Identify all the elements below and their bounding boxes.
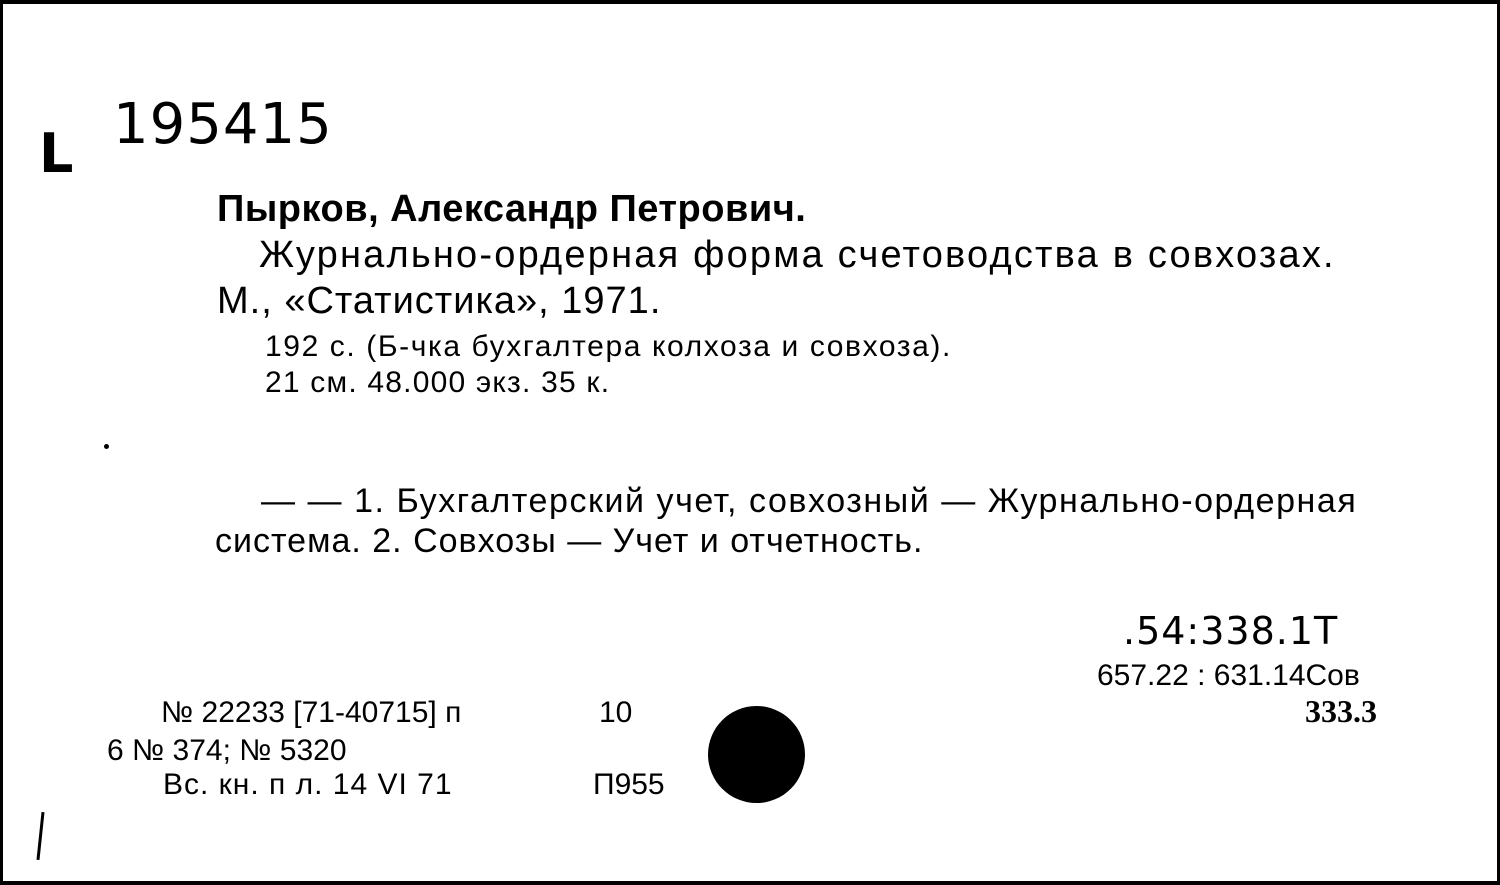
- print-info-line-3-code: П955: [593, 768, 665, 801]
- print-info-line-1: № 22233 [71-40715] п: [161, 696, 462, 729]
- collation-line-2: 21 см. 48.000 экз. 35 к.: [265, 366, 611, 399]
- subjects-line-1: — — 1. Бухгалтерский учет, совхозный — Журнально-ордерная: [261, 482, 1358, 520]
- print-info-line-2: 6 № 374; № 5320: [107, 734, 347, 767]
- edge-mark: [36, 812, 44, 860]
- speck-mark: [104, 444, 109, 449]
- classification-bbk: 333.3: [1305, 693, 1377, 729]
- handwritten-mark: L: [39, 122, 74, 185]
- author-heading: Пырков, Александр Петрович.: [217, 188, 807, 230]
- print-info-line-1-number: 10: [599, 696, 633, 729]
- title-line-1: Журнально-ордерная форма счетоводства в совхозах.: [259, 234, 1336, 276]
- inventory-number: 195415: [113, 92, 333, 157]
- classification-udc: 657.22 : 631.14Сов: [1097, 659, 1360, 692]
- punch-hole: [708, 706, 805, 803]
- collation-line-1: 192 с. (Б-чка бухгалтера колхоза и совхоза).: [265, 330, 952, 363]
- title-line-2: М., «Статистика», 1971.: [217, 280, 662, 322]
- print-info-line-3: Вс. кн. п л. 14 VI 71: [163, 768, 453, 801]
- classification-handwritten: .54:338.1Т: [1123, 609, 1339, 653]
- subjects-line-2: система. 2. Совхозы — Учет и отчетность.: [215, 522, 924, 560]
